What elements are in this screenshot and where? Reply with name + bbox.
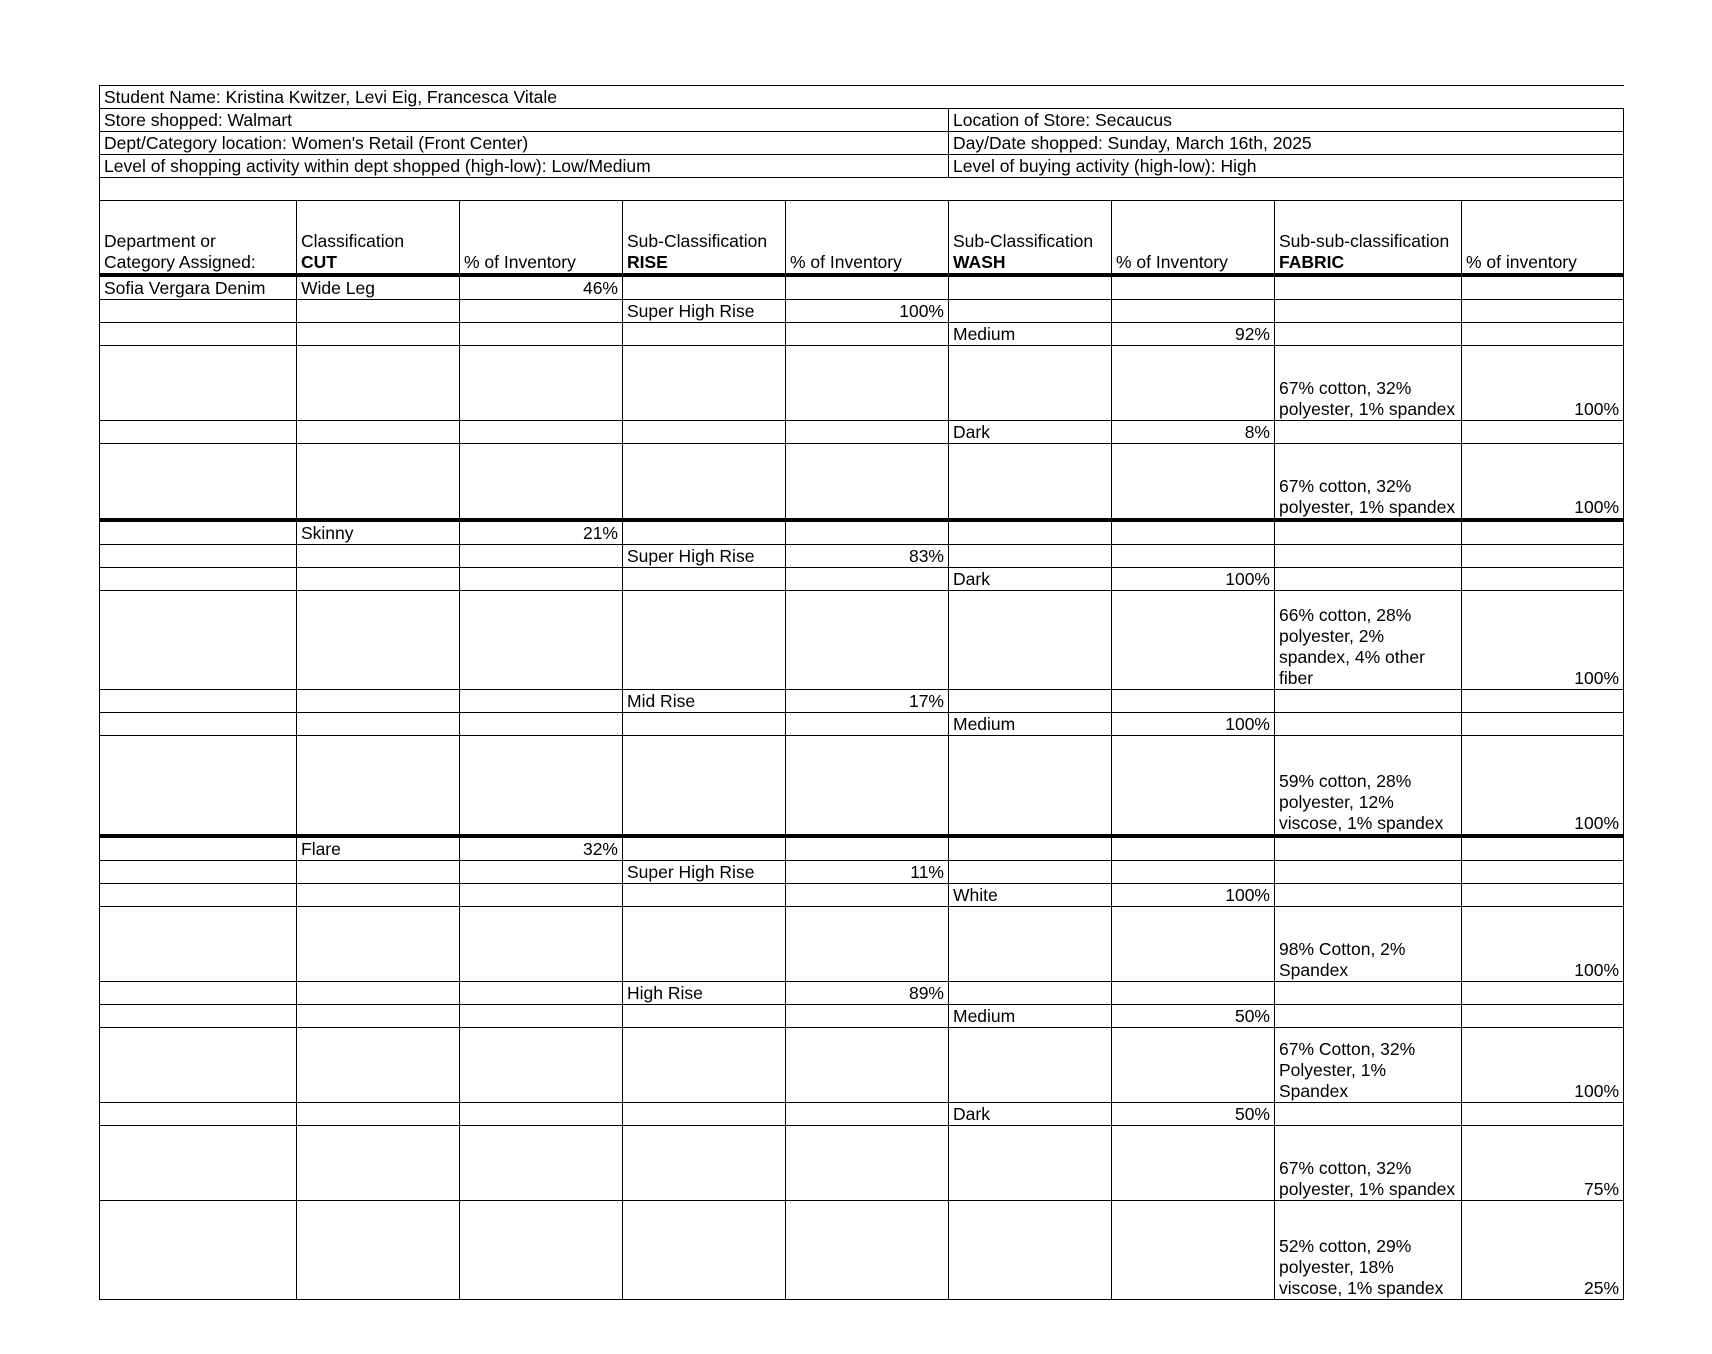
cell-wash-pct — [1112, 1126, 1275, 1201]
cell-wash-pct — [1112, 346, 1275, 421]
cell-fabric-pct — [1462, 275, 1624, 300]
cell-wash-pct — [1112, 736, 1275, 837]
cell-wash-pct — [1112, 545, 1275, 568]
cell-wash: Medium — [949, 323, 1112, 346]
cell-wash-pct — [1112, 1201, 1275, 1300]
cell-wash — [949, 736, 1112, 837]
dept-location: Dept/Category location: Women's Retail (Front Center) — [100, 132, 949, 155]
cell-wash — [949, 1126, 1112, 1201]
cell-dept — [100, 346, 297, 421]
cell-cut-pct — [460, 568, 623, 591]
table-row — [100, 421, 1624, 444]
cell-fabric-pct — [1462, 713, 1624, 736]
cell-cut-pct — [460, 1201, 623, 1300]
cell-wash-pct: 50% — [1112, 1005, 1275, 1028]
cell-cut — [297, 1028, 460, 1103]
cell-wash-pct — [1112, 982, 1275, 1005]
cell-fabric-pct — [1462, 1005, 1624, 1028]
table-row — [100, 713, 1624, 736]
cell-cut-pct — [460, 444, 623, 521]
table-row — [100, 690, 1624, 713]
cell-rise-pct — [786, 1201, 949, 1300]
cell-wash: Dark — [949, 1103, 1112, 1126]
cell-cut-pct — [460, 421, 623, 444]
cell-cut — [297, 690, 460, 713]
table-row — [100, 346, 1624, 421]
store-shopped: Store shopped: Walmart — [100, 109, 949, 132]
cell-fabric-pct — [1462, 690, 1624, 713]
cell-fabric-pct — [1462, 323, 1624, 346]
cell-fabric-pct — [1462, 520, 1624, 545]
cell-cut-pct — [460, 982, 623, 1005]
cell-dept: Sofia Vergara Denim — [100, 275, 297, 300]
cell-wash — [949, 1028, 1112, 1103]
cell-fabric-pct: 100% — [1462, 346, 1624, 421]
cell-dept — [100, 1201, 297, 1300]
cell-rise — [623, 884, 786, 907]
col-header-fabric — [1275, 201, 1462, 276]
cell-wash-pct — [1112, 275, 1275, 300]
cell-cut-pct — [460, 1126, 623, 1201]
cell-cut — [297, 421, 460, 444]
cell-rise — [623, 1126, 786, 1201]
cell-fabric — [1275, 323, 1462, 346]
cell-wash-pct — [1112, 591, 1275, 690]
cell-wash-pct — [1112, 836, 1275, 861]
cell-dept — [100, 1005, 297, 1028]
cell-dept — [100, 861, 297, 884]
cell-cut-pct — [460, 346, 623, 421]
cell-cut-pct: 32% — [460, 836, 623, 861]
cell-rise-pct: 89% — [786, 982, 949, 1005]
table-row — [100, 323, 1624, 346]
cell-dept — [100, 520, 297, 545]
cell-rise — [623, 323, 786, 346]
cell-cut — [297, 736, 460, 837]
cell-wash-pct: 8% — [1112, 421, 1275, 444]
cell-cut — [297, 861, 460, 884]
cell-rise-pct — [786, 884, 949, 907]
cell-fabric-pct: 100% — [1462, 907, 1624, 982]
col-header-cut-pct: % of Inventory — [460, 201, 623, 276]
cell-wash — [949, 300, 1112, 323]
cell-dept — [100, 300, 297, 323]
cell-fabric — [1275, 568, 1462, 591]
cell-rise — [623, 1201, 786, 1300]
cell-wash-pct — [1112, 1028, 1275, 1103]
cell-cut — [297, 444, 460, 521]
cell-rise-pct — [786, 907, 949, 982]
cell-fabric-pct: 25% — [1462, 1201, 1624, 1300]
cell-dept — [100, 444, 297, 521]
cell-fabric — [1275, 545, 1462, 568]
cell-wash: Dark — [949, 568, 1112, 591]
cell-rise-pct — [786, 591, 949, 690]
cell-cut-pct — [460, 736, 623, 837]
cell-fabric — [1275, 1005, 1462, 1028]
cell-rise — [623, 520, 786, 545]
cell-rise-pct — [786, 1005, 949, 1028]
cell-rise-pct: 17% — [786, 690, 949, 713]
cell-rise-pct — [786, 1126, 949, 1201]
cell-cut-pct — [460, 323, 623, 346]
cell-rise — [623, 1103, 786, 1126]
cell-wash — [949, 907, 1112, 982]
cell-fabric-pct: 75% — [1462, 1126, 1624, 1201]
cell-dept — [100, 982, 297, 1005]
cell-cut — [297, 545, 460, 568]
table-row — [100, 1201, 1624, 1300]
cell-dept — [100, 1103, 297, 1126]
cell-cut — [297, 1005, 460, 1028]
table-row — [100, 275, 1624, 300]
cell-dept — [100, 713, 297, 736]
cell-wash-pct — [1112, 300, 1275, 323]
cell-wash — [949, 861, 1112, 884]
cell-rise — [623, 713, 786, 736]
cell-rise-pct — [786, 346, 949, 421]
cell-fabric: 52% cotton, 29% polyester, 18% viscose, 1% spandex — [1275, 1201, 1462, 1300]
cell-rise — [623, 836, 786, 861]
cell-cut-pct — [460, 1028, 623, 1103]
cell-cut-pct — [460, 884, 623, 907]
cell-rise — [623, 1005, 786, 1028]
cell-dept — [100, 1126, 297, 1201]
cell-wash — [949, 982, 1112, 1005]
cell-dept — [100, 591, 297, 690]
cell-rise-pct — [786, 568, 949, 591]
cell-rise: Super High Rise — [623, 300, 786, 323]
cell-rise — [623, 907, 786, 982]
cell-rise: High Rise — [623, 982, 786, 1005]
cell-wash: Dark — [949, 421, 1112, 444]
cell-fabric: 67% cotton, 32% polyester, 1% spandex — [1275, 1126, 1462, 1201]
cell-wash-pct — [1112, 520, 1275, 545]
table-row — [100, 907, 1624, 982]
cell-rise — [623, 591, 786, 690]
blank-row — [100, 178, 1624, 201]
cell-wash-pct: 100% — [1112, 713, 1275, 736]
cell-cut — [297, 884, 460, 907]
col-header-wash — [949, 201, 1112, 276]
col-header-rise-line2: RISE — [627, 252, 668, 272]
cell-cut-pct — [460, 861, 623, 884]
cell-cut — [297, 591, 460, 690]
cell-rise — [623, 1028, 786, 1103]
table-row — [100, 884, 1624, 907]
table-row — [100, 300, 1624, 323]
cell-rise — [623, 421, 786, 444]
cell-rise: Super High Rise — [623, 861, 786, 884]
col-header-rise-pct: % of Inventory — [786, 201, 949, 276]
cell-fabric — [1275, 275, 1462, 300]
cell-fabric-pct — [1462, 1103, 1624, 1126]
cell-rise — [623, 275, 786, 300]
day-date-shopped: Day/Date shopped: Sunday, March 16th, 2025 — [949, 132, 1624, 155]
cell-fabric — [1275, 1103, 1462, 1126]
cell-wash-pct — [1112, 907, 1275, 982]
cell-dept — [100, 421, 297, 444]
col-header-wash-line2: WASH — [953, 252, 1006, 272]
cell-wash — [949, 690, 1112, 713]
cell-fabric: 67% cotton, 32% polyester, 1% spandex — [1275, 444, 1462, 521]
cell-wash — [949, 1201, 1112, 1300]
cell-wash-pct: 92% — [1112, 323, 1275, 346]
cell-fabric — [1275, 520, 1462, 545]
cell-rise-pct — [786, 520, 949, 545]
cell-fabric: 67% cotton, 32% polyester, 1% spandex — [1275, 346, 1462, 421]
cell-rise: Mid Rise — [623, 690, 786, 713]
inventory-worksheet — [99, 85, 1624, 1300]
cell-rise-pct — [786, 444, 949, 521]
cell-dept — [100, 836, 297, 861]
cell-wash — [949, 275, 1112, 300]
table-row — [100, 1103, 1624, 1126]
cell-fabric-pct — [1462, 861, 1624, 884]
cell-fabric-pct — [1462, 568, 1624, 591]
cell-fabric: 67% Cotton, 32% Polyester, 1% Spandex — [1275, 1028, 1462, 1103]
cell-dept — [100, 907, 297, 982]
cell-rise-pct: 100% — [786, 300, 949, 323]
cell-cut-pct — [460, 591, 623, 690]
cell-rise-pct — [786, 1028, 949, 1103]
cell-cut-pct — [460, 1103, 623, 1126]
table-row — [100, 520, 1624, 545]
cell-dept — [100, 884, 297, 907]
table-row — [100, 444, 1624, 521]
location-of-store: Location of Store: Secaucus — [949, 109, 1624, 132]
table-row — [100, 1005, 1624, 1028]
cell-rise-pct — [786, 421, 949, 444]
cell-cut-pct — [460, 545, 623, 568]
cell-fabric-pct: 100% — [1462, 444, 1624, 521]
cell-wash-pct — [1112, 444, 1275, 521]
cell-cut: Flare — [297, 836, 460, 861]
cell-fabric — [1275, 836, 1462, 861]
cell-wash — [949, 520, 1112, 545]
table-row — [100, 591, 1624, 690]
cell-wash-pct — [1112, 861, 1275, 884]
cell-wash: Medium — [949, 713, 1112, 736]
col-header-rise — [623, 201, 786, 276]
cell-rise — [623, 568, 786, 591]
cell-rise-pct — [786, 836, 949, 861]
col-header-cut-line2: CUT — [301, 252, 337, 272]
cell-fabric — [1275, 300, 1462, 323]
cell-cut-pct — [460, 907, 623, 982]
col-header-dept-line2: Category Assigned: — [104, 252, 256, 272]
col-header-fabric-line1: Sub-sub-classification — [1279, 231, 1450, 251]
cell-rise-pct: 83% — [786, 545, 949, 568]
table-row — [100, 545, 1624, 568]
table-row — [100, 568, 1624, 591]
cell-fabric: 98% Cotton, 2% Spandex — [1275, 907, 1462, 982]
cell-fabric — [1275, 690, 1462, 713]
cell-wash: Medium — [949, 1005, 1112, 1028]
cell-dept — [100, 736, 297, 837]
cell-fabric-pct — [1462, 300, 1624, 323]
cell-wash-pct: 100% — [1112, 884, 1275, 907]
cell-cut-pct: 46% — [460, 275, 623, 300]
cell-wash — [949, 545, 1112, 568]
cell-fabric: 59% cotton, 28% polyester, 12% viscose, 1% spandex — [1275, 736, 1462, 837]
cell-cut: Skinny — [297, 520, 460, 545]
cell-fabric — [1275, 982, 1462, 1005]
cell-rise — [623, 444, 786, 521]
cell-cut-pct: 21% — [460, 520, 623, 545]
col-header-wash-pct: % of Inventory — [1112, 201, 1275, 276]
shopping-activity: Level of shopping activity within dept shopped (high-low): Low/Medium — [100, 155, 949, 178]
cell-cut — [297, 1126, 460, 1201]
cell-dept — [100, 1028, 297, 1103]
table-row — [100, 1028, 1624, 1103]
cell-cut — [297, 300, 460, 323]
cell-cut — [297, 1201, 460, 1300]
table-row — [100, 861, 1624, 884]
cell-cut — [297, 346, 460, 421]
cell-fabric-pct — [1462, 982, 1624, 1005]
cell-rise-pct: 11% — [786, 861, 949, 884]
student-name: Student Name: Kristina Kwitzer, Levi Eig, Francesca Vitale — [100, 86, 1624, 109]
cell-wash-pct: 100% — [1112, 568, 1275, 591]
cell-dept — [100, 323, 297, 346]
cell-cut — [297, 1103, 460, 1126]
cell-fabric: 66% cotton, 28% polyester, 2% spandex, 4% other fiber — [1275, 591, 1462, 690]
cell-fabric-pct — [1462, 884, 1624, 907]
cell-cut — [297, 907, 460, 982]
col-header-fabric-pct: % of inventory — [1462, 201, 1624, 276]
table-row — [100, 982, 1624, 1005]
cell-rise-pct — [786, 1103, 949, 1126]
cell-cut-pct — [460, 300, 623, 323]
cell-dept — [100, 568, 297, 591]
cell-fabric — [1275, 713, 1462, 736]
col-header-rise-line1: Sub-Classification — [627, 231, 768, 251]
cell-cut — [297, 568, 460, 591]
cell-fabric-pct — [1462, 836, 1624, 861]
cell-cut — [297, 982, 460, 1005]
cell-fabric-pct: 100% — [1462, 591, 1624, 690]
cell-fabric-pct: 100% — [1462, 1028, 1624, 1103]
cell-fabric — [1275, 861, 1462, 884]
cell-cut-pct — [460, 1005, 623, 1028]
cell-fabric-pct — [1462, 545, 1624, 568]
col-header-cut — [297, 201, 460, 276]
cell-rise-pct — [786, 275, 949, 300]
cell-dept — [100, 545, 297, 568]
col-header-cut-line1: Classification — [301, 231, 405, 251]
table-row — [100, 736, 1624, 837]
cell-fabric-pct — [1462, 421, 1624, 444]
cell-wash — [949, 591, 1112, 690]
cell-rise — [623, 346, 786, 421]
cell-wash: White — [949, 884, 1112, 907]
cell-fabric — [1275, 884, 1462, 907]
cell-wash — [949, 836, 1112, 861]
column-header-row — [100, 201, 1624, 276]
cell-dept — [100, 690, 297, 713]
buying-activity: Level of buying activity (high-low): High — [949, 155, 1624, 178]
cell-rise — [623, 736, 786, 837]
col-header-fabric-line2: FABRIC — [1279, 252, 1345, 272]
cell-rise-pct — [786, 713, 949, 736]
table-row — [100, 836, 1624, 861]
cell-wash-pct: 50% — [1112, 1103, 1275, 1126]
col-header-dept — [100, 201, 297, 276]
cell-cut — [297, 323, 460, 346]
col-header-dept-line1: Department or — [104, 231, 216, 251]
cell-rise-pct — [786, 323, 949, 346]
cell-cut: Wide Leg — [297, 275, 460, 300]
cell-fabric-pct: 100% — [1462, 736, 1624, 837]
cell-rise: Super High Rise — [623, 545, 786, 568]
cell-fabric — [1275, 421, 1462, 444]
cell-cut-pct — [460, 690, 623, 713]
cell-cut — [297, 713, 460, 736]
cell-wash — [949, 346, 1112, 421]
cell-wash-pct — [1112, 690, 1275, 713]
cell-rise-pct — [786, 736, 949, 837]
table-row — [100, 1126, 1624, 1201]
cell-cut-pct — [460, 713, 623, 736]
cell-wash — [949, 444, 1112, 521]
col-header-wash-line1: Sub-Classification — [953, 231, 1094, 251]
